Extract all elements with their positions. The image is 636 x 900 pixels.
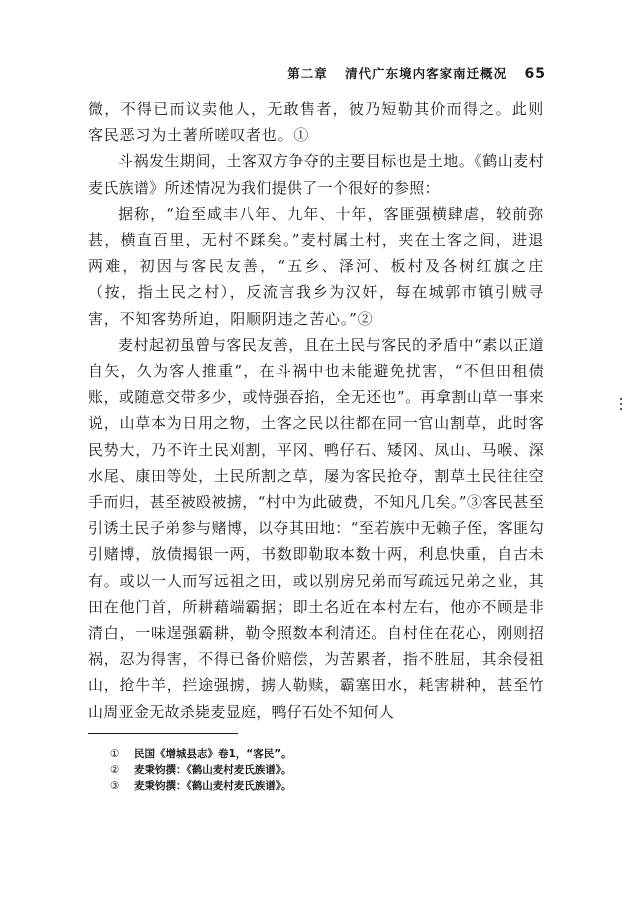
margin-marks — [620, 398, 622, 412]
footnote-text: 民国《增城县志》卷1，“客民”。 — [134, 748, 292, 760]
footnote — [110, 778, 530, 794]
footnote-mark: ① — [110, 748, 120, 760]
paragraph-continuation: 微，不得已而议卖他人，无敢售者，彼乃短勒其价而得之。此则客民恶习为土著所嗟叹者也。① — [88, 100, 544, 145]
footnote-text: 麦秉钧撰：《鹤山麦村麦氏族谱》。 — [134, 780, 292, 792]
footnote-rule — [88, 733, 238, 734]
chapter-label: 第二章 — [287, 66, 328, 81]
footnote — [110, 762, 530, 778]
footnotes — [110, 746, 530, 794]
footnote — [110, 746, 530, 762]
running-head — [287, 64, 546, 82]
page-number: 65 — [524, 66, 546, 82]
paragraph: 斗祸发生期间，土客双方争夺的主要目标也是土地。《鹤山麦村麦氏族谱》所述情况为我们提供了一个很好的参照： — [88, 152, 544, 197]
block-quote: 据称，“迨至咸丰八年、九年、十年，客匪强横肆虐，较前弥甚，横直百里，无村不蹂矣。”麦村属土村，夹在土客之间，进退两难，初因与客民友善，“五乡、泽河、板村及各树红旗之庄（按，指土民之村），反流言我乡为汉奸，每在城郭市镇引贼寻害，不知客势所迫，阳顺阴违之苦心。”② — [88, 204, 544, 328]
footnote-text: 麦秉钧撰：《鹤山麦村麦氏族谱》。 — [134, 764, 292, 776]
footnote-mark: ③ — [110, 780, 120, 792]
chapter-title: 清代广东境内客家南迁概况 — [345, 66, 508, 81]
paragraph: 麦村起初虽曾与客民友善，且在土民与客民的矛盾中“素以正道自矢，久为客人推重”，在斗祸中也未能避免扰害，“不但田租债账，或随意交带多少，或恃强吞掐，全无还也”。再拿割山草一事来说，山草本为日用之物，土客之民以往都在同一官山割草，此时客民势大，乃不许土民刈割，平冈、鸭仔石、矮冈、凤山、马喉、深水尾、康田等处，土民所割之草，屡为客民抢夺，割草土民往往空手而归，甚至被殴被掳，“村中为此破费，不知凡几矣。”③客民甚至引诱土民子弟参与赌博，以夺其田地：“至若族中无赖子侄，客匪勾引赌博，放债揭银一两，书数即勒取本数十两，利息快重，自古未有。或以一人而写远祖之田，或以别房兄弟而写疏远兄弟之业，其田在他门首，所耕藉端霸据；即土名近在本村左右，他亦不顾是非清白，一味逞强霸耕，勒令照数本利清还。自村住在花心，刚则招祸，忍为得害，不得已备价赔偿，为苦累者，指不胜屈，其余侵祖山，抢牛羊，拦途强掳，掳人勒赎，霸塞田水，耗害耕种，甚至竹山周亚金无故杀毙麦显庭，鸭仔石处不知何人 — [88, 335, 544, 721]
footnote-mark: ② — [110, 764, 120, 776]
body-text — [88, 96, 544, 725]
